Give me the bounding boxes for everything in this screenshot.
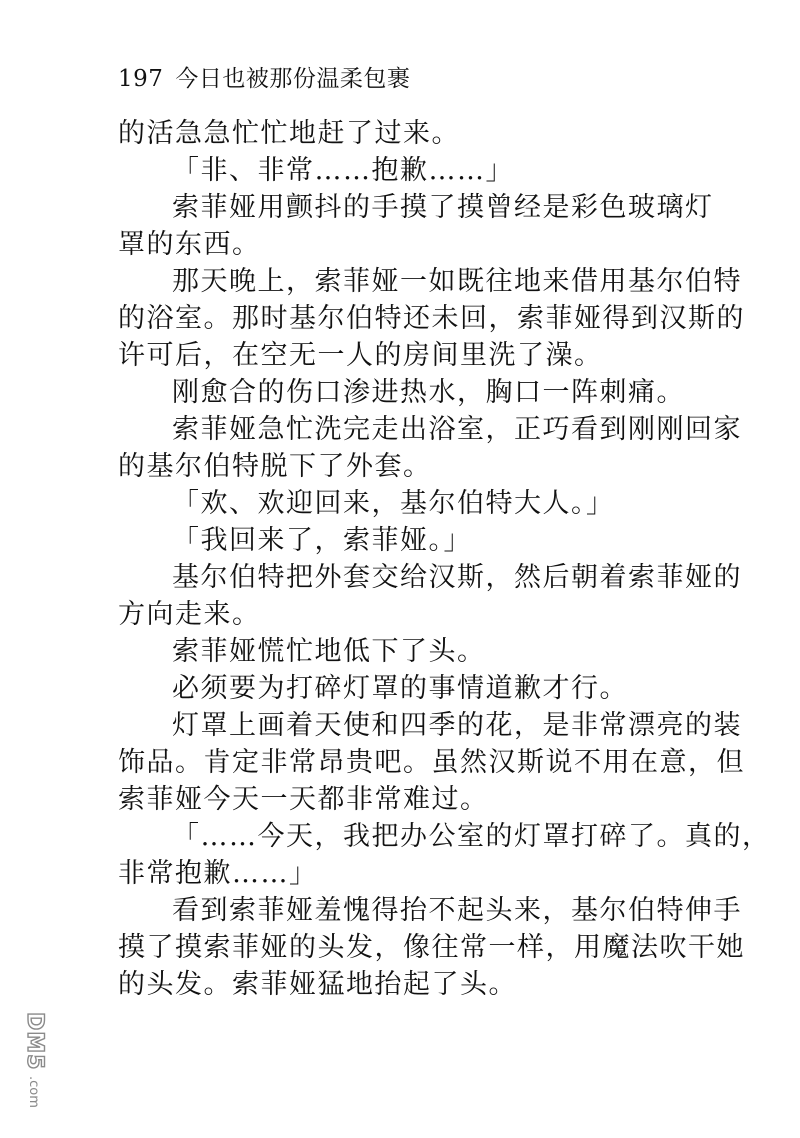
- text-line: 必须要为打碎灯罩的事情道歉才行。: [172, 673, 628, 704]
- text-line: 的基尔伯特脱下了外套。: [118, 451, 432, 482]
- text-line: 索菲娅急忙洗完走出浴室，正巧看到刚刚回家: [172, 414, 742, 445]
- svg-text:DM5: DM5: [22, 1012, 47, 1071]
- text-line: 方向走来。: [118, 599, 261, 630]
- watermark-logo: [6, 1010, 47, 1128]
- text-line: 基尔伯特把外套交给汉斯，然后朝着索菲娅的: [172, 562, 742, 593]
- text-line: 「……今天，我把办公室的灯罩打碎了。真的，: [172, 821, 771, 852]
- svg-text:.com: .com: [26, 1076, 41, 1108]
- text-line: 的浴室。那时基尔伯特还未回，索菲娅得到汉斯的: [118, 303, 745, 334]
- text-line: 索菲娅今天一天都非常难过。: [118, 784, 489, 815]
- page-number: 197: [118, 66, 164, 92]
- text-line: 看到索菲娅羞愧得抬不起头来，基尔伯特伸手: [172, 895, 742, 926]
- text-line: 刚愈合的伤口渗进热水，胸口一阵刺痛。: [172, 377, 685, 408]
- text-line: 索菲娅用颤抖的手摸了摸曾经是彩色玻璃灯: [172, 192, 714, 223]
- book-title: 今日也被那份温柔包裹: [175, 66, 411, 92]
- text-line: 「欢、欢迎回来，基尔伯特大人。」: [172, 488, 615, 519]
- text-line: 饰品。肯定非常昂贵吧。虽然汉斯说不用在意，但: [118, 747, 745, 778]
- dm5-logo-icon: [6, 1010, 47, 1128]
- text-line: 非常抱歉……」: [118, 858, 318, 889]
- running-header: [118, 64, 410, 94]
- text-line: 罩的东西。: [118, 229, 261, 260]
- text-line: 那天晚上，索菲娅一如既往地来借用基尔伯特: [172, 266, 742, 297]
- text-line: 的活急急忙忙地赶了过来。: [118, 118, 460, 149]
- text-line: 许可后，在空无一人的房间里洗了澡。: [118, 340, 603, 371]
- text-line: 摸了摸索菲娅的头发，像往常一样，用魔法吹干她: [118, 932, 745, 963]
- text-line: 「非、非常……抱歉……」: [172, 155, 514, 186]
- text-line: 「我回来了，索菲娅。」: [172, 525, 472, 556]
- text-line: 灯罩上画着天使和四季的花，是非常漂亮的装: [172, 710, 742, 741]
- text-line: 索菲娅慌忙地低下了头。: [172, 636, 486, 667]
- text-line: 的头发。索菲娅猛地抬起了头。: [118, 969, 517, 1000]
